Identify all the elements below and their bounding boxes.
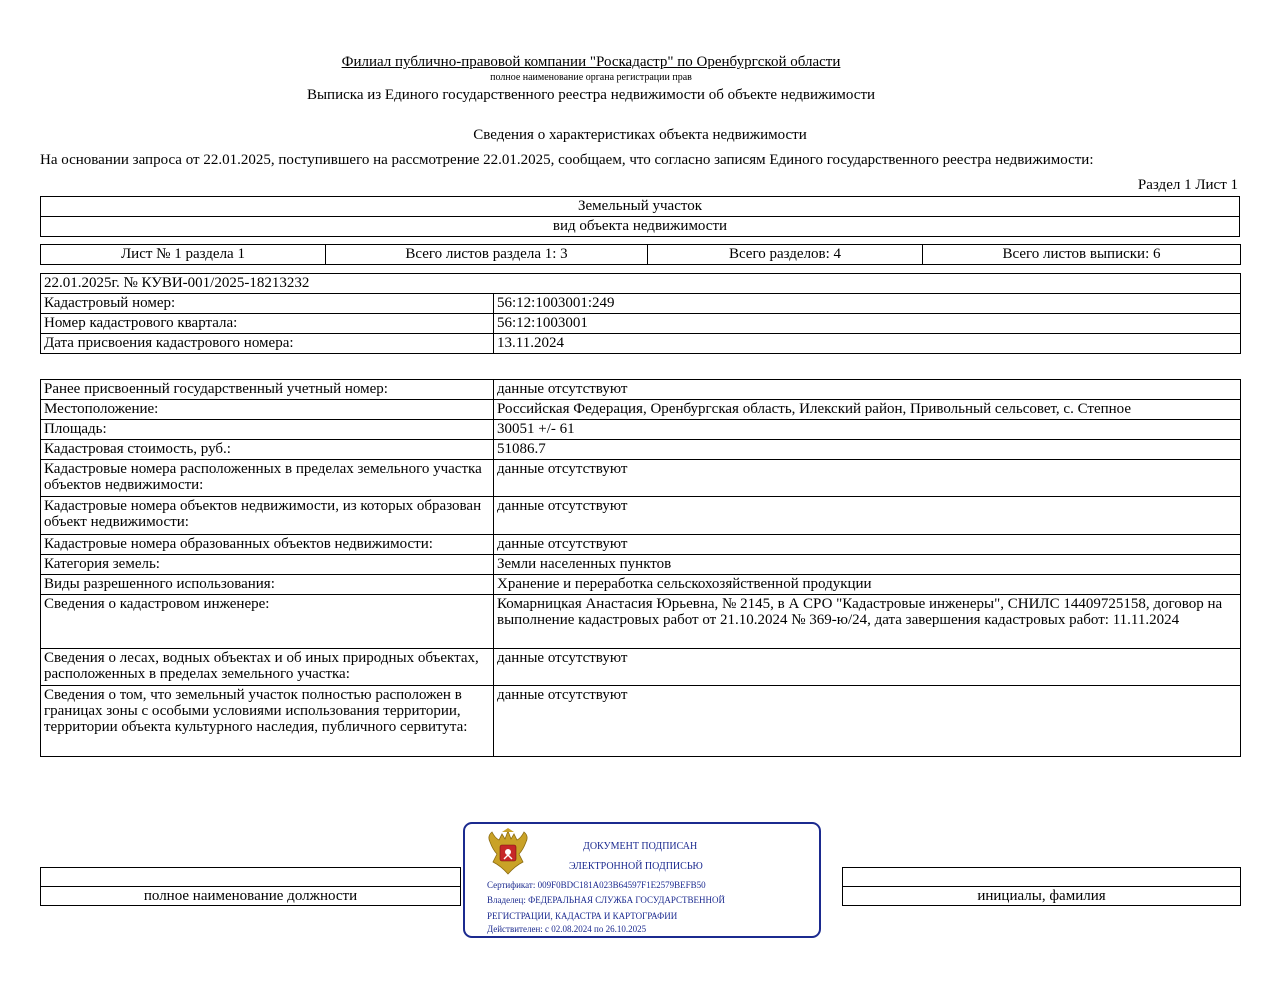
table-row xyxy=(41,420,1241,440)
extract-number: 22.01.2025г. № КУВИ-001/2025-18213232 xyxy=(41,274,1241,294)
position-caption: полное наименование должности xyxy=(41,887,461,906)
table-row xyxy=(41,555,1241,575)
basis-text: На основании запроса от 22.01.2025, поступившего на рассмотрение 22.01.2025, сообщаем, что согласно записям Единого государственного реестра недвижимости: xyxy=(40,152,1094,168)
object-type-caption: вид объекта недвижимости xyxy=(41,217,1240,237)
row-label: Кадастровый номер: xyxy=(41,294,494,314)
sheet-info-table xyxy=(40,244,1241,265)
row-label: Сведения о кадастровом инженере: xyxy=(41,595,494,649)
electronic-signature-stamp xyxy=(463,822,821,938)
table-row xyxy=(41,400,1241,420)
name-field xyxy=(843,868,1241,887)
row-value: 51086.7 xyxy=(494,440,1241,460)
extract-sheets-total: Всего листов выписки: 6 xyxy=(923,245,1241,265)
organization-caption: полное наименование органа регистрации прав xyxy=(490,72,692,83)
table-row xyxy=(41,535,1241,555)
row-value: данные отсутствуют xyxy=(494,649,1241,686)
row-label: Ранее присвоенный государственный учетный номер: xyxy=(41,380,494,400)
stamp-line-esign: ЭЛЕКТРОННОЙ ПОДПИСЬЮ xyxy=(569,861,703,872)
row-label: Виды разрешенного использования: xyxy=(41,575,494,595)
row-label: Категория земель: xyxy=(41,555,494,575)
name-caption: инициалы, фамилия xyxy=(843,887,1241,906)
row-value: данные отсутствуют xyxy=(494,497,1241,535)
stamp-owner-continued: РЕГИСТРАЦИИ, КАДАСТРА И КАРТОГРАФИИ xyxy=(487,911,678,921)
row-label: Кадастровая стоимость, руб.: xyxy=(41,440,494,460)
row-value: Хранение и переработка сельскохозяйственной продукции xyxy=(494,575,1241,595)
sections-total: Всего разделов: 4 xyxy=(648,245,923,265)
row-label: Кадастровые номера расположенных в пределах земельного участка объектов недвижимости: xyxy=(41,460,494,497)
stamp-validity: Действителен: с 02.08.2024 по 26.10.2025 xyxy=(487,924,647,934)
section-title: Сведения о характеристиках объекта недвижимости xyxy=(473,127,807,143)
sheet-number: Лист № 1 раздела 1 xyxy=(41,245,326,265)
row-value: Земли населенных пунктов xyxy=(494,555,1241,575)
row-label: Площадь: xyxy=(41,420,494,440)
stamp-owner: Владелец: ФЕДЕРАЛЬНАЯ СЛУЖБА ГОСУДАРСТВЕННОЙ xyxy=(487,895,726,905)
table-row xyxy=(41,334,1241,354)
object-type: Земельный участок xyxy=(41,197,1240,217)
table-row xyxy=(41,649,1241,686)
row-value: 56:12:1003001:249 xyxy=(494,294,1241,314)
table-row xyxy=(41,380,1241,400)
position-field xyxy=(41,868,461,887)
table-row xyxy=(41,575,1241,595)
table-row xyxy=(41,294,1241,314)
row-label: Кадастровые номера объектов недвижимости, из которых образован объект недвижимости: xyxy=(41,497,494,535)
row-label: Дата присвоения кадастрового номера: xyxy=(41,334,494,354)
table-row xyxy=(41,440,1241,460)
table-row xyxy=(41,686,1241,757)
row-value: 13.11.2024 xyxy=(494,334,1241,354)
object-type-table xyxy=(40,196,1240,237)
details-table xyxy=(40,379,1241,757)
section-sheet-label: Раздел 1 Лист 1 xyxy=(1137,177,1238,193)
row-value: Комарницкая Анастасия Юрьевна, № 2145, в А СРО "Кадастровые инженеры", СНИЛС 14409725158, договор на выполнение кадастровых работ от 21.10.2024 № 369-ю/24, дата завершения кадастровых работ: 11.11.2024 xyxy=(494,595,1241,649)
row-value: 30051 +/- 61 xyxy=(494,420,1241,440)
organization-name: Филиал публично-правовой компании "Роскадастр" по Оренбургской области xyxy=(341,54,841,70)
section-sheets-total: Всего листов раздела 1: 3 xyxy=(326,245,648,265)
table-row xyxy=(41,595,1241,649)
stamp-certificate: Сертификат: 009F0BDC181A023B64597F1E2579BEFB50 xyxy=(487,880,706,890)
stamp-line-signed: ДОКУМЕНТ ПОДПИСАН xyxy=(583,841,698,852)
row-value: данные отсутствуют xyxy=(494,380,1241,400)
row-value: данные отсутствуют xyxy=(494,460,1241,497)
row-value: данные отсутствуют xyxy=(494,535,1241,555)
row-label: Номер кадастрового квартала: xyxy=(41,314,494,334)
row-value: 56:12:1003001 xyxy=(494,314,1241,334)
table-row xyxy=(41,460,1241,497)
identification-table xyxy=(40,273,1241,354)
table-row xyxy=(41,497,1241,535)
row-label: Сведения о том, что земельный участок полностью расположен в границах зоны с особыми условиями использования территории, территории объекта культурного наследия, публичного сервитута: xyxy=(41,686,494,757)
row-value: данные отсутствуют xyxy=(494,686,1241,757)
row-label: Местоположение: xyxy=(41,400,494,420)
row-label: Сведения о лесах, водных объектах и об иных природных объектах, расположенных в пределах земельного участка: xyxy=(41,649,494,686)
row-value: Российская Федерация, Оренбургская область, Илекский район, Привольный сельсовет, с. Степное xyxy=(494,400,1241,420)
coat-of-arms-icon xyxy=(485,828,531,876)
document-title: Выписка из Единого государственного реестра недвижимости об объекте недвижимости xyxy=(306,87,876,103)
row-label: Кадастровые номера образованных объектов недвижимости: xyxy=(41,535,494,555)
table-row xyxy=(41,314,1241,334)
